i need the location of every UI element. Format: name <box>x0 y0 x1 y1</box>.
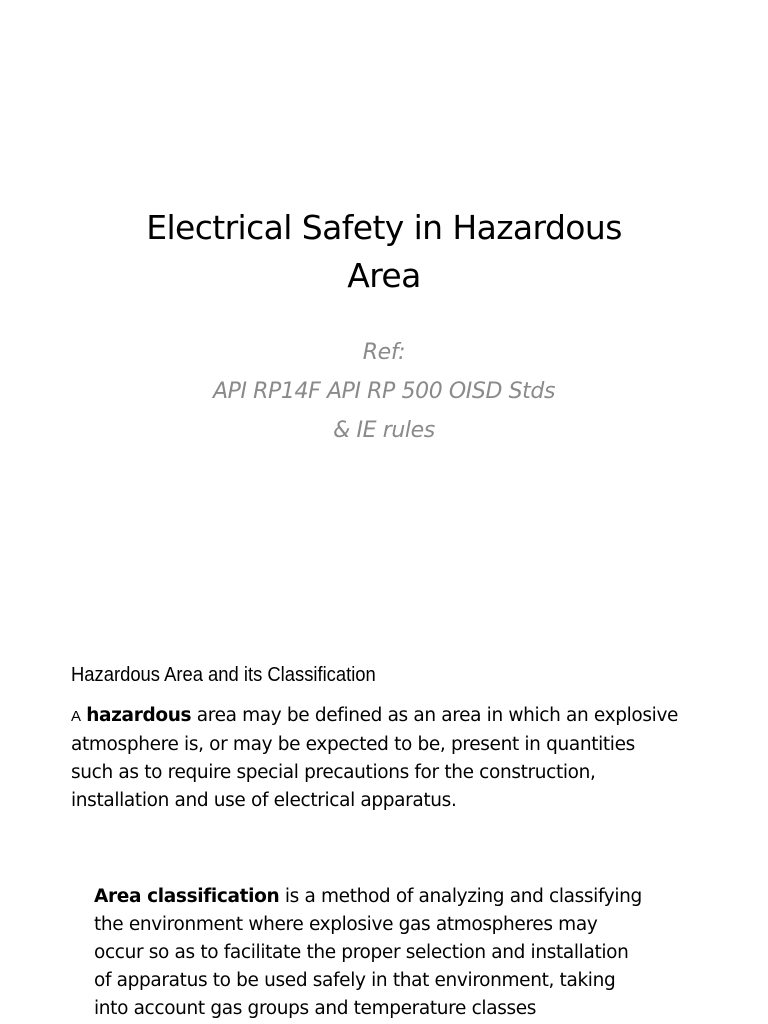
hazardous-definition-paragraph <box>71 702 711 815</box>
paragraph-line: occur so as to facilitate the proper selection and installation <box>94 942 629 963</box>
bold-term: Area classification <box>94 886 280 907</box>
paragraph-line: the environment where explosive gas atmospheres may <box>94 914 598 935</box>
slide-title-line-2: Area <box>347 256 421 295</box>
bold-term: hazardous <box>86 705 192 726</box>
paragraph-line: into account gas groups and temperature classes <box>94 998 537 1019</box>
line-text: is a method of analyzing and classifying <box>279 886 642 907</box>
paragraph-line: atmosphere is, or may be expected to be, present in quantities <box>71 734 635 755</box>
slide-title <box>60 204 708 300</box>
paragraph-line: of apparatus to be used safely in that environment, taking <box>94 970 616 991</box>
area-classification-paragraph <box>94 883 714 1023</box>
subtitle-line-1: Ref: <box>362 340 406 365</box>
paragraph-line: installation and use of electrical apparatus. <box>71 790 457 811</box>
section-heading: Hazardous Area and its Classification <box>71 664 376 686</box>
slide-subtitle <box>60 333 708 450</box>
paragraph-line <box>94 883 714 911</box>
line-text: area may be defined as an area in which an explosive <box>191 705 679 726</box>
paragraph-line: such as to require special precautions for the construction, <box>71 762 596 783</box>
slide-title-line-1: Electrical Safety in Hazardous <box>146 208 622 247</box>
subtitle-line-3: & IE rules <box>333 418 435 443</box>
subtitle-line-2: API RP14F API RP 500 OISD Stds <box>212 379 556 404</box>
paragraph-line <box>71 702 711 731</box>
content-slide <box>0 600 768 1024</box>
lead-word: A <box>71 708 81 725</box>
